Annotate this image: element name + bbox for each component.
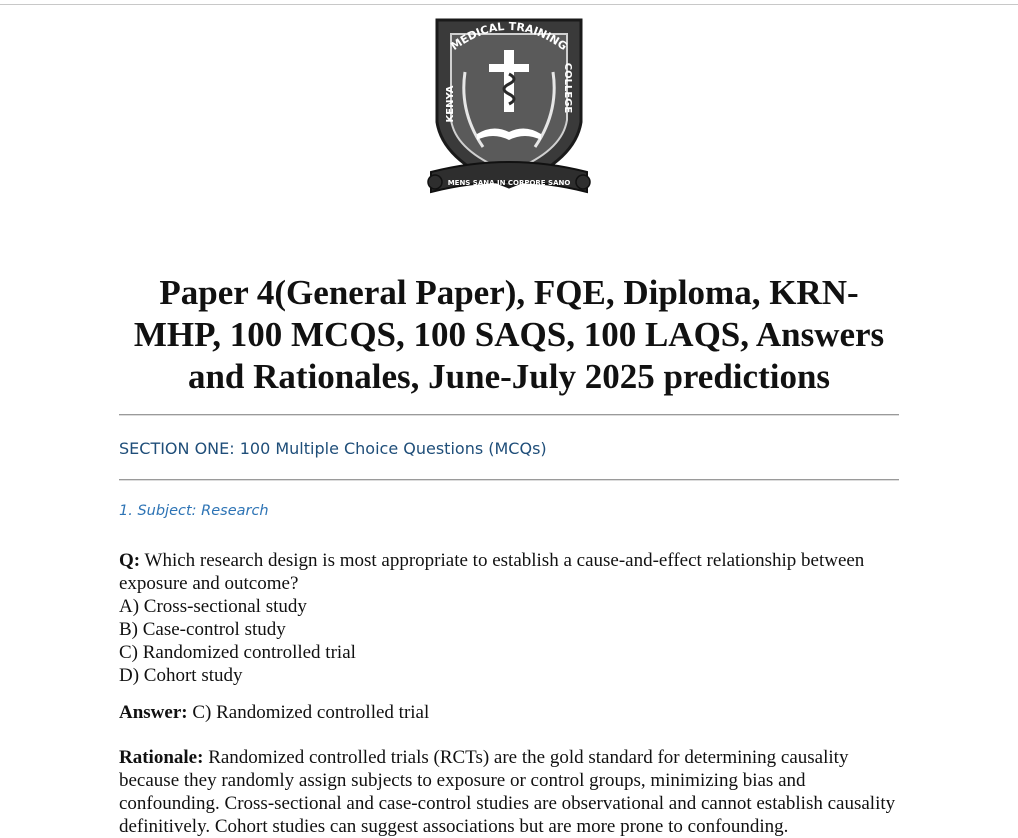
horizontal-divider xyxy=(119,479,899,481)
answer-label: Answer: xyxy=(119,702,188,723)
document-title: Paper 4(General Paper), FQE, Diploma, KRN-MHP, 100 MCQS, 100 SAQS, 100 LAQS, Answers and Rationales, June-July 2025 predictions xyxy=(133,273,885,396)
option-d: D) Cohort study xyxy=(119,665,243,686)
crest-motto: MENS SANA IN CORPORE SANO xyxy=(447,179,571,187)
rationale-label: Rationale: xyxy=(119,747,204,768)
answer-text: C) Randomized controlled trial xyxy=(187,702,430,723)
question-stem: Which research design is most appropriate to establish a cause-and-effect relationship between exposure and outcome? xyxy=(119,550,865,594)
option-a: A) Cross-sectional study xyxy=(119,596,307,617)
option-c: C) Randomized controlled trial xyxy=(119,642,356,663)
option-b: B) Case-control study xyxy=(119,619,286,640)
top-edge xyxy=(0,0,1018,5)
crest-top-text: MEDICAL TRAINING xyxy=(448,19,570,54)
question-subject: 1. Subject: Research xyxy=(119,503,269,519)
crest-right-text: COLLEGE xyxy=(562,62,573,114)
college-crest-logo xyxy=(425,12,593,202)
horizontal-divider xyxy=(119,414,899,416)
rationale-text: Randomized controlled trials (RCTs) are the gold standard for determining causality because they randomly assign subjects to exposure or control groups, minimizing bias and confounding. Cross-sectional and case-control studies are observational and cannot establish causality definitively. Cohort studies can suggest associations but are more prone to confounding. xyxy=(119,747,896,837)
options-list xyxy=(119,595,899,687)
rationale xyxy=(119,746,899,838)
question-text xyxy=(119,549,899,595)
section-heading: SECTION ONE: 100 Multiple Choice Questions (MCQs) xyxy=(119,439,547,458)
question-label: Q: xyxy=(119,550,141,571)
answer xyxy=(119,701,899,724)
crest-icon xyxy=(425,12,593,202)
question-body xyxy=(119,549,899,838)
crest-left-text: KENYA xyxy=(445,85,456,123)
